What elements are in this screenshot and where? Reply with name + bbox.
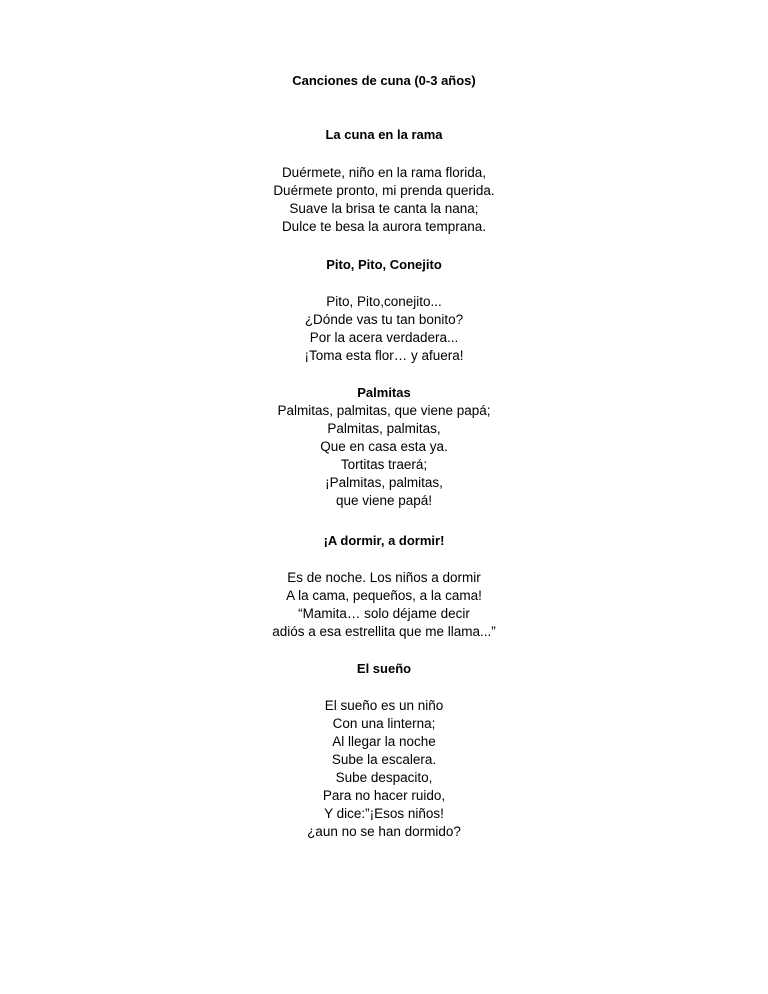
verse-line: El sueño es un niño [324, 698, 444, 713]
verse-line: Al llegar la noche [332, 734, 436, 749]
song-el-sueno [234, 660, 534, 678]
verse-line: Por la acera verdadera... [309, 330, 459, 345]
song-title: El sueño [356, 661, 412, 676]
verse-line: “Mamita… solo déjame decir [298, 606, 470, 621]
song-title: Pito, Pito, Conejito [326, 257, 442, 272]
verse-line: Palmitas, palmitas, que viene papá; [277, 403, 491, 418]
song-title: Palmitas [357, 385, 411, 400]
song-a-dormir [234, 532, 534, 550]
song-palmitas [234, 384, 534, 510]
verse-line: Con una linterna; [332, 716, 436, 731]
verse-line: Palmitas, palmitas, [327, 421, 441, 436]
song-verse [234, 293, 534, 365]
verse-line: ¡Palmitas, palmitas, [325, 475, 443, 490]
song-verse [234, 164, 534, 236]
verse-line: Es de noche. Los niños a dormir [287, 570, 481, 585]
verse-line: ¿aun no se han dormido? [307, 824, 461, 839]
document-title: Canciones de cuna (0-3 años) [292, 73, 476, 88]
verse-line: Dulce te besa la aurora temprana. [281, 219, 487, 234]
song-pito-pito-conejito [234, 256, 534, 274]
verse-line: ¡Toma esta flor… y afuera! [304, 348, 464, 363]
verse-line: ¿Dónde vas tu tan bonito? [304, 312, 464, 327]
verse-line: Duérmete, niño en la rama florida, [281, 165, 487, 180]
verse-line: Que en casa esta ya. [320, 439, 448, 454]
verse-line: Sube despacito, [335, 770, 433, 785]
verse-line: adiós a esa estrellita que me llama...” [272, 624, 496, 639]
song-title: La cuna en la rama [325, 127, 443, 142]
verse-line: Sube la escalera. [331, 752, 437, 767]
verse-line: A la cama, pequeños, a la cama! [286, 588, 482, 603]
verse-line: Tortitas traerá; [340, 457, 428, 472]
song-title: ¡A dormir, a dormir! [323, 533, 445, 548]
song-verse [234, 569, 534, 641]
verse-line: Y dice:”¡Esos niños! [324, 806, 444, 821]
verse-line: Suave la brisa te canta la nana; [289, 201, 479, 216]
verse-line: Para no hacer ruido, [322, 788, 446, 803]
verse-line: que viene papá! [335, 493, 433, 508]
song-verse [234, 697, 534, 841]
song-la-cuna-en-la-rama [234, 126, 534, 144]
verse-line: Pito, Pito,conejito... [326, 294, 442, 309]
verse-line: Duérmete pronto, mi prenda querida. [273, 183, 495, 198]
